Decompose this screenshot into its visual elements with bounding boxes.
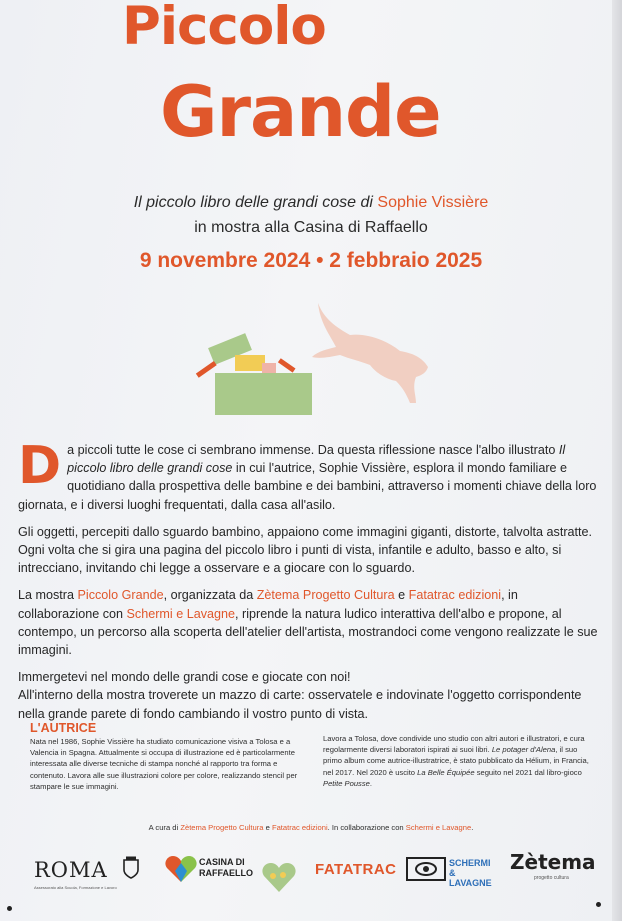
credits-org-schermi: Schermi e Lavagne [405,823,472,832]
author-heading: L'AUTRICE [30,721,97,735]
box-flap-right [278,358,296,372]
bio2-book-3: Petite Pousse [323,778,370,788]
intro-org-fatatrac: Fatatrac edizioni [408,588,502,603]
author-bio-column-1: Nata nel 1986, Sophie Vissière ha studiato comunicazione visiva a Tolosa e a Valencia in Spagna. Attualmente si occupa di illustrazione ed è particolarmente interessata alle diverse tecniche di stampa nonché al rapporto tra forma e contenuto. Lavora alle sue illustrazioni colore per colore, realizzando stencil per stampare le sue immagini. [30,737,298,791]
fatatrac-logo: FATATRAC [315,861,397,878]
bio2-text-c: seguito nel 2021 dal libro-gioco [474,767,582,777]
jumping-cat [312,303,428,403]
intro-p3-text-b: , organizzata da [163,588,257,603]
poster-title-line1: Piccolo [122,0,326,57]
drop-cap: D [18,436,62,496]
box-pink-item [262,363,276,373]
schermi-e-lavagne-logo [406,847,496,893]
bio2-text-a: Lavora a Tolosa, dove condivide uno studio con altri autori e illustratori, e cura regolarmente diversi laboratori ispirati ai suoi libri. [323,734,585,755]
exhibition-dates: 9 novembre 2024 • 2 febbraio 2025 [139,249,483,272]
sponsor-logos [0,847,622,897]
box-and-cat-illustration [190,295,440,425]
zetema-subtitle: progetto cultura [534,875,569,881]
intro-org-zetema: Zètema Progetto Cultura [256,588,395,603]
mounting-screw [7,906,12,911]
subtitle-line1 [0,194,622,212]
bio2-book-1: Le potager d'Alena [491,745,556,755]
mounting-screw [596,902,601,907]
intro-p3-text-a: La mostra [18,588,78,603]
intro-paragraph-2: Gli oggetti, percepiti dallo sguardo bambino, appaiono come immagini giganti, distorte, talvolta astratte. Ogni volta che si gira una pagina del piccolo libro i punti di vista, infantile e adulto, basso e alto, si intrecciano, invitando chi legge a osservare e a giocare con lo sguardo. [18,524,593,576]
intro-p3-text-d: , in collaborazione con [18,588,518,621]
roma-wordmark: ROMA [34,858,108,882]
credits-text-d: . [471,823,474,832]
intro-paragraph-4 [18,668,598,723]
credits-text-b: e [263,823,272,832]
roma-crest-icon [122,856,140,880]
roma-subtitle: Assessorato alla Scuola, Formazione e Lavoro [34,885,117,890]
bio2-book-2: La Belle Équipée [417,767,475,777]
subtitle-author-name: Sophie Vissière [377,194,489,211]
intro-book-title: Il piccolo libro delle grandi cose [67,443,566,476]
bio2-text-d: . [369,778,372,788]
kids-heart-logo-icon [261,855,297,901]
intro-p1-text-b: in cui l'autrice, Sophie Vissière, esplora il mondo familiare e quotidiano dalla prospettiva delle bambine e dei bambini, attraverso i momenti chiave della loro giornata, e i diversi luoghi frequentati, dalla casa all'asilo. [18,461,597,512]
credits-line [0,823,622,832]
intro-p3-text-e: , riprende la natura ludico interattiva dell'albo e propone, al contempo, un percorso alla scoperta dell'atelier dell'artista, mostrandoci come vengono realizzate le sue immagini. [18,606,598,658]
box-yellow-item [235,355,265,371]
intro-paragraph-1 [18,436,598,514]
credits-org-fatatrac: Fatatrac edizioni [271,823,328,832]
bio2-text-b: , il suo primo album come autrice-illustratrice, è stato pubblicato da Hélium, in Francia, nel 2017. Nel 2020 è uscito [323,745,589,777]
intro-text [18,436,598,732]
intro-p4-line2: All'interno della mostra troverete un mazzo di carte: osservatele e indovinate l'oggetto corrispondente nella grande parete di fondo cambiando il vostro punto di vista. [18,688,582,721]
subtitle-line2: in mostra alla Casina di Raffaello [194,219,428,236]
box-flap-left [196,361,217,378]
intro-show-name: Piccolo Grande [77,588,164,603]
green-box [215,373,312,415]
author-bio-column-2 [323,733,593,789]
intro-p1-text-a: a piccoli tutte le cose ci sembrano immense. Da questa riflessione nasce l'albo illustrato [67,443,559,457]
zetema-logo [510,847,596,893]
poster-edge [612,0,622,921]
eye-screen-icon [406,857,446,881]
schermi-line2: & LAVAGNE [449,868,492,888]
zetema-wordmark: Zètema [510,850,596,874]
casina-di-raffaello-logo [165,847,253,893]
intro-paragraph-3 [18,586,598,659]
credits-text-c: . In collaborazione con [327,823,406,832]
casina-line2: RAFFAELLO [199,868,253,878]
roma-logo [34,847,144,893]
credits-org-zetema: Zètema Progetto Cultura [180,823,264,832]
intro-org-schermi: Schermi e Lavagne [126,606,236,621]
intro-p4-line1: Immergetevi nel mondo delle grandi cose e giocate con noi! [18,670,351,685]
credits-text-a: A cura di [148,823,181,832]
schermi-line1: SCHERMI [449,858,491,868]
intro-p3-text-c: e [394,588,409,603]
casina-line1: CASINA DI [199,857,245,867]
poster-title-line2: Grande [160,71,441,153]
heart-icon [165,855,197,883]
subtitle-book-title: Il piccolo libro delle grandi cose di [133,194,373,211]
